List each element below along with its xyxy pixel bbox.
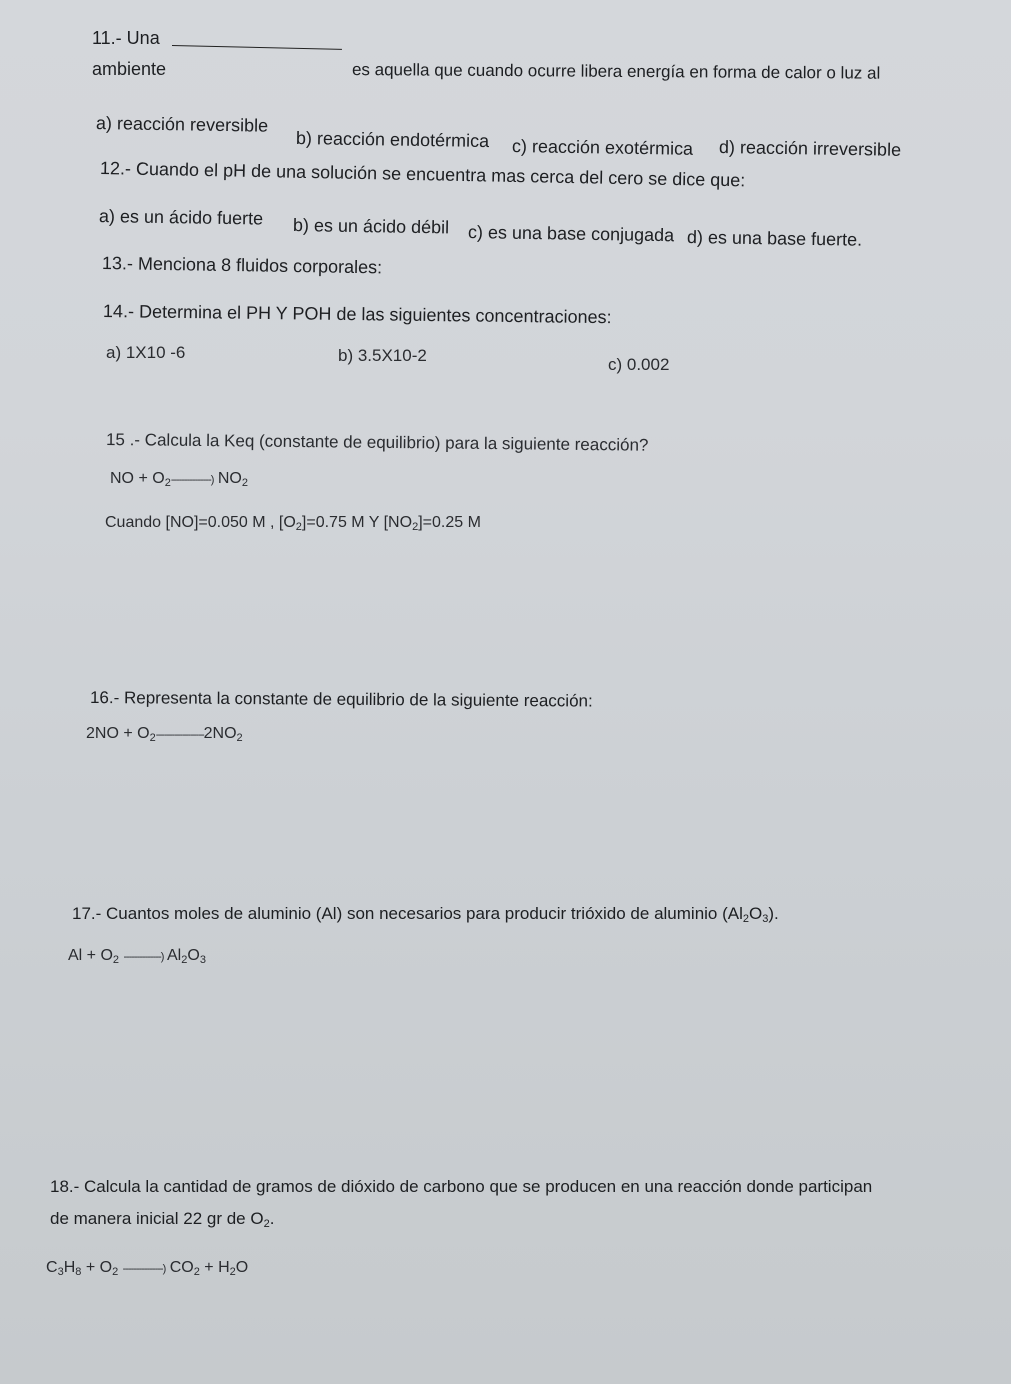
- q14-question: 14.- Determina el PH Y POH de las siguientes concentraciones:: [102, 301, 612, 328]
- q12-question: 12.- Cuando el pH de una solución se encuentra mas cerca del cero se dice que:: [99, 158, 746, 191]
- q18-equation: $C_3H_8 + O_2$ ---------------) $CO_2 + H_2O$: [46, 1259, 249, 1278]
- q18-question-line1: 18.- Calcula la cantidad de gramos de dióxido de carbono que se producen en una reacción donde participan: [50, 1177, 873, 1196]
- q16-question: 16.- Representa la constante de equilibrio de la siguiente reacción:: [89, 688, 593, 711]
- q15-conditions: Cuando [NO]=0.050 M , $[O_2]=0.75$ M Y $[NO_2]=0.25$ M: [105, 514, 481, 533]
- q12-option-d: d) es una base fuerte.: [686, 227, 863, 250]
- q18-question-line2: de manera inicial 22 gr de $O_2$.: [50, 1209, 275, 1230]
- q11-option-d: d) reacción irreversible: [718, 137, 902, 160]
- q16-equation: $2NO + O_2------------------2NO_2$: [86, 725, 243, 744]
- q12-option-a: a) es un ácido fuerte: [98, 206, 264, 229]
- q17-equation: $Al + O_2$ --------------) $Al_2O_3$: [68, 947, 206, 966]
- q11-text: es aquella que cuando ocurre libera energía en forma de calor o luz al: [351, 60, 881, 83]
- q11-word: ambiente: [92, 59, 167, 79]
- q11-number: 11.- Una: [92, 28, 160, 48]
- q11-option-c: c) reacción exotérmica: [511, 136, 694, 159]
- q11-option-a: a) reacción reversible: [95, 113, 269, 136]
- q17-question: 17.- Cuantos moles de aluminio (Al) son necesarios para producir trióxido de aluminio $(Al_2O_3)$.: [72, 904, 779, 925]
- q14-option-c: c) 0.002: [608, 355, 670, 374]
- q14-option-b: b) 3.5X10-2: [338, 346, 427, 365]
- q12-option-b: b) es un ácido débil: [292, 215, 450, 238]
- q11-option-b: b) reacción endotérmica: [295, 128, 490, 152]
- q15-equation: NO + $O_2---------------$) $NO_2$: [110, 470, 248, 489]
- q15-question: 15 .- Calcula la Keq (constante de equilibrio) para la siguiente reacción?: [105, 430, 649, 455]
- q12-option-c: c) es una base conjugada: [467, 222, 675, 246]
- q11-blank-line: [172, 45, 342, 50]
- q13-question: 13.- Menciona 8 fluidos corporales:: [101, 253, 383, 278]
- q14-option-a: a) 1X10 -6: [106, 343, 186, 362]
